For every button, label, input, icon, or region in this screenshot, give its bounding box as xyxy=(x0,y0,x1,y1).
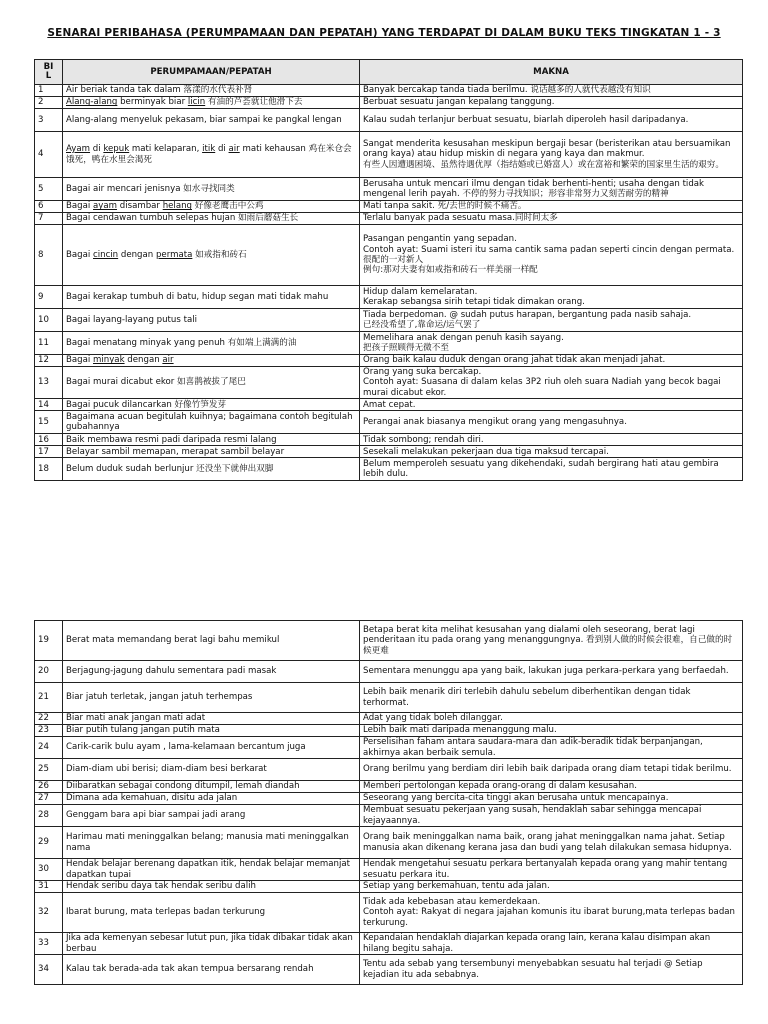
table-row xyxy=(35,225,743,286)
table-row xyxy=(35,132,743,178)
pepatah-text: 如戒指和砖石 xyxy=(192,249,247,260)
makna-line: Berbuat sesuatu jangan kepalang tanggung. xyxy=(363,97,555,108)
makna-cell xyxy=(360,309,743,332)
row-number: 14 xyxy=(35,399,63,411)
makna-cell xyxy=(360,286,743,309)
makna-cell xyxy=(360,132,743,178)
makna-cell xyxy=(360,97,743,109)
pepatah-text: mati kelaparan, xyxy=(129,144,203,155)
pepatah-text: di xyxy=(90,144,104,155)
makna-cell xyxy=(360,683,743,713)
header-pepatah: PERUMPAMAAN/PEPATAH xyxy=(63,60,360,85)
pepatah-text: 好像老鹰击中公鸡 xyxy=(192,201,264,212)
underlined-keyword: helang xyxy=(162,201,192,212)
pepatah-text: Belayar sambil memapan, merapat sambil belayar xyxy=(66,446,285,457)
makna-cell xyxy=(360,332,743,355)
table-row xyxy=(35,434,743,446)
pepatah-text: Hendak seribu daya tak hendak seribu dalih xyxy=(66,881,256,892)
table-header-row xyxy=(35,60,743,85)
makna-line: Memelihara anak dengan penuh kasih sayang. xyxy=(363,332,564,343)
row-number: 22 xyxy=(35,713,63,725)
pepatah-text: Diam-diam ubi berisi; diam-diam besi berkarat xyxy=(66,764,267,775)
pepatah-text: berminyak biar xyxy=(117,97,188,108)
makna-cell xyxy=(360,367,743,399)
pepatah-cell xyxy=(63,955,360,985)
makna-line: 很配的一对新人 xyxy=(363,255,424,265)
table-row xyxy=(35,725,743,737)
pepatah-text: Jika ada kemenyan sebesar lutut pun, jika tidak dibakar tidak akan berbau xyxy=(66,933,353,954)
pepatah-text: Berat mata memandang berat lagi bahu memikul xyxy=(66,635,280,646)
makna-line: Setiap yang berkemahuan, tentu ada jalan. xyxy=(363,881,550,892)
makna-line: Adat yang tidak boleh dilanggar. xyxy=(363,713,503,724)
makna-cell xyxy=(360,621,743,661)
pepatah-text: Harimau mati meninggalkan belang; manusia mati meninggalkan nama xyxy=(66,832,349,853)
pepatah-text: Biar mati anak jangan mati adat xyxy=(66,713,206,724)
pepatah-cell xyxy=(63,458,360,481)
table-row xyxy=(35,109,743,132)
makna-line: Terlalu banyak pada sesuatu masa.同时间太多 xyxy=(363,213,558,224)
pepatah-text: Bagai murai dicabut ekor 如喜鹊被拔了尾巴 xyxy=(66,377,246,388)
table-row xyxy=(35,367,743,399)
underlined-keyword: ayam xyxy=(93,201,118,212)
row-number: 13 xyxy=(35,367,63,399)
makna-line: Orang yang suka bercakap. xyxy=(363,367,482,377)
table-row xyxy=(35,178,743,201)
table-row xyxy=(35,399,743,411)
header-makna: MAKNA xyxy=(360,60,743,85)
row-number: 3 xyxy=(35,109,63,132)
row-number: 18 xyxy=(35,458,63,481)
makna-line: Tidak ada kebebasan atau kemerdekaan. xyxy=(363,896,541,907)
makna-cell xyxy=(360,827,743,859)
row-number: 20 xyxy=(35,661,63,683)
row-number: 19 xyxy=(35,621,63,661)
makna-line: Memberi pertolongan kepada orang-orang di dalam kesusahan. xyxy=(363,781,637,792)
row-number: 1 xyxy=(35,85,63,97)
pepatah-text: Biar putih tulang jangan putih mata xyxy=(66,725,220,736)
pepatah-cell xyxy=(63,178,360,201)
pepatah-cell xyxy=(63,933,360,955)
pepatah-text: disambar xyxy=(117,201,163,212)
pepatah-text: mati kehausan 鸡在米仓会饿死，鸭在水里会渴死 xyxy=(66,144,352,165)
row-number: 30 xyxy=(35,859,63,881)
makna-cell xyxy=(360,458,743,481)
pepatah-text: Genggam bara api biar sampai jadi arang xyxy=(66,810,246,821)
row-number: 6 xyxy=(35,201,63,213)
underlined-keyword: Ayam xyxy=(66,144,91,155)
pepatah-cell xyxy=(63,309,360,332)
makna-line: 例句:那对夫妻有如戒指和砖石一样美丽一样配 xyxy=(363,265,538,276)
pepatah-cell xyxy=(63,793,360,805)
makna-cell xyxy=(360,213,743,225)
underlined-keyword: licin xyxy=(187,97,206,108)
makna-line: Kalau sudah terlanjur berbuat sesuatu, biarlah diperoleh hasil daripadanya. xyxy=(363,114,689,125)
pepatah-text: 有油的芦荟就让他滑下去 xyxy=(205,97,303,108)
makna-cell xyxy=(360,725,743,737)
pepatah-cell xyxy=(63,109,360,132)
makna-cell xyxy=(360,713,743,725)
makna-line: Seseorang yang bercita-cita tinggi akan berusaha untuk mencapainya. xyxy=(363,793,669,804)
pepatah-cell xyxy=(63,213,360,225)
makna-line: Tidak sombong; rendah diri. xyxy=(363,434,484,445)
makna-line: 把孩子照顾得无微不至 xyxy=(363,343,449,353)
table-row xyxy=(35,286,743,309)
pepatah-cell xyxy=(63,781,360,793)
pepatah-cell xyxy=(63,759,360,781)
makna-cell xyxy=(360,434,743,446)
pepatah-cell xyxy=(63,713,360,725)
pepatah-cell xyxy=(63,621,360,661)
pepatah-cell xyxy=(63,355,360,367)
makna-cell xyxy=(360,109,743,132)
table-row xyxy=(35,458,743,481)
makna-cell xyxy=(360,781,743,793)
row-number: 26 xyxy=(35,781,63,793)
pepatah-cell xyxy=(63,225,360,286)
table-row xyxy=(35,201,743,213)
makna-cell xyxy=(360,793,743,805)
pepatah-cell xyxy=(63,332,360,355)
table-row xyxy=(35,805,743,827)
table-row xyxy=(35,781,743,793)
table-row xyxy=(35,309,743,332)
makna-line: Kepandaian hendaklah diajarkan kepada orang lain, kerana kalau disimpan akan hilang begitu sahaja. xyxy=(363,933,711,954)
pepatah-text: Biar jatuh terletak, jangan jatuh terhempas xyxy=(66,692,253,703)
table-row xyxy=(35,85,743,97)
underlined-keyword: kepuk xyxy=(103,144,130,155)
row-number: 2 xyxy=(35,97,63,109)
pepatah-cell xyxy=(63,859,360,881)
pepatah-text: Bagaimana acuan begitulah kuihnya; bagaimana contoh begitulah gubahannya xyxy=(66,411,353,433)
table-row xyxy=(35,955,743,985)
table-row xyxy=(35,859,743,881)
table-row xyxy=(35,97,743,109)
row-number: 7 xyxy=(35,213,63,225)
pepatah-cell xyxy=(63,201,360,213)
pepatah-text: Carik-carik bulu ayam , lama-kelamaan bercantum juga xyxy=(66,742,306,753)
row-number: 29 xyxy=(35,827,63,859)
table-row xyxy=(35,446,743,458)
row-number: 33 xyxy=(35,933,63,955)
pepatah-text: Berjagung-jagung dahulu sementara padi masak xyxy=(66,666,277,677)
row-number: 31 xyxy=(35,881,63,893)
row-number: 25 xyxy=(35,759,63,781)
pepatah-text: Belum duduk sudah berlunjur 还没坐下就伸出双脚 xyxy=(66,464,274,475)
makna-cell xyxy=(360,225,743,286)
row-number: 24 xyxy=(35,737,63,759)
makna-cell xyxy=(360,446,743,458)
underlined-keyword: itik xyxy=(202,144,216,155)
makna-line: Membuat sesuatu pekerjaan yang susah, hendaklah sabar sehingga mencapai kejayaannya. xyxy=(363,805,702,826)
makna-cell xyxy=(360,881,743,893)
makna-cell xyxy=(360,759,743,781)
pepatah-text: Bagai layang-layang putus tali xyxy=(66,314,197,325)
makna-line: Orang baik meninggalkan nama baik, orang jahat meninggalkan nama jahat. Setiap manusia akan dikenang kerana jasa dan budi yang telah dilakukan semasa hidupnya. xyxy=(363,832,732,853)
underlined-keyword: air xyxy=(228,144,240,155)
makna-cell xyxy=(360,955,743,985)
makna-cell xyxy=(360,893,743,933)
pepatah-text: dengan xyxy=(124,355,163,366)
pepatah-cell xyxy=(63,827,360,859)
makna-cell xyxy=(360,85,743,97)
page-title: SENARAI PERIBAHASA (PERUMPAMAAN DAN PEPATAH) YANG TERDAPAT DI DALAM BUKU TEKS TINGKATAN 1 - 3 xyxy=(47,27,721,39)
pepatah-cell xyxy=(63,661,360,683)
makna-line: Contoh ayat: Suasana di dalam kelas 3P2 riuh oleh suara Nadiah yang becok bagai murai dicabut ekor. xyxy=(363,377,721,398)
row-number: 15 xyxy=(35,411,63,434)
pepatah-text: Hendak belajar berenang dapatkan itik, hendak belajar memanjat dapatkan tupai xyxy=(66,859,351,880)
pepatah-text: dengan xyxy=(118,249,156,260)
underlined-keyword: minyak xyxy=(93,355,125,366)
makna-line: Sementara menunggu apa yang baik, lakukan juga perkara-perkara yang berfaedah. xyxy=(363,666,729,677)
pepatah-cell xyxy=(63,399,360,411)
row-number: 4 xyxy=(35,132,63,178)
makna-line: Orang berilmu yang berdiam diri lebih baik daripada orang diam tetapi tidak berilmu. xyxy=(363,764,732,775)
makna-line: Hendak mengetahui sesuatu perkara bertanyalah kepada orang yang mahir tentang sesuatu perkara itu. xyxy=(363,859,728,880)
pepatah-cell xyxy=(63,881,360,893)
pepatah-text: Bagai pucuk dilancarkan 好像竹笋发芽 xyxy=(66,399,227,410)
pepatah-cell xyxy=(63,893,360,933)
table-row xyxy=(35,621,743,661)
row-number: 21 xyxy=(35,683,63,713)
pepatah-text: Air beriak tanda tak dalam 落漾的水代表补肾 xyxy=(66,85,253,96)
makna-line: Banyak bercakap tanda tiada berilmu. 说话越多的人就代表越没有知识 xyxy=(363,85,651,96)
pepatah-cell xyxy=(63,683,360,713)
pepatah-cell xyxy=(63,97,360,109)
table-row xyxy=(35,933,743,955)
makna-line: Belum memperoleh sesuatu yang dikehendaki, sudah bergirang hati atau gembira lebih dulu. xyxy=(363,458,719,480)
pepatah-text: di xyxy=(215,144,229,155)
makna-line: Contoh ayat: Suami isteri itu sama cantik sama padan seperti cincin dengan permata. xyxy=(363,244,735,255)
row-number: 12 xyxy=(35,355,63,367)
makna-line: Amat cepat. xyxy=(363,399,416,410)
table-row xyxy=(35,213,743,225)
pepatah-cell xyxy=(63,132,360,178)
pepatah-text: Bagai xyxy=(66,201,94,212)
pepatah-text: Bagai air mencari jenisnya 如水寻找同类 xyxy=(66,183,235,194)
pepatah-text: Bagai xyxy=(66,249,94,260)
makna-line: Mati tanpa sakit. 死/去世的时候不痛苦。 xyxy=(363,201,527,212)
underlined-keyword: permata xyxy=(155,249,193,260)
makna-cell xyxy=(360,859,743,881)
makna-line: Contoh ayat: Rakyat di negara jajahan komunis itu ibarat burung,mata terlepas badan terkurung. xyxy=(363,907,735,928)
makna-line: Lebih baik menarik diri terlebih dahulu sebelum diberhentikan dengan tidak terhormat. xyxy=(363,687,691,708)
pepatah-cell xyxy=(63,286,360,309)
pepatah-cell xyxy=(63,85,360,97)
makna-line: Lebih baik mati daripada menanggung malu. xyxy=(363,725,557,736)
pepatah-text: Baik membawa resmi padi daripada resmi lalang xyxy=(66,434,277,445)
makna-cell xyxy=(360,201,743,213)
pepatah-cell xyxy=(63,367,360,399)
pepatah-text: Bagai kerakap tumbuh di batu, hidup segan mati tidak mahu xyxy=(66,291,329,302)
pepatah-text: Ibarat burung, mata terlepas badan terkurung xyxy=(66,907,266,918)
table-row xyxy=(35,713,743,725)
table-row xyxy=(35,827,743,859)
pepatah-text: Bagai menatang minyak yang penuh 有如端上满满的油 xyxy=(66,337,297,348)
row-number: 17 xyxy=(35,446,63,458)
peribahasa-table-1 xyxy=(34,59,743,481)
row-number: 11 xyxy=(35,332,63,355)
makna-line: Tentu ada sebab yang tersembunyi menyebabkan sesuatu hal terjadi @ Setiap kejadian itu ada sebabnya. xyxy=(363,959,703,980)
table-row xyxy=(35,737,743,759)
underlined-keyword: air xyxy=(162,355,174,366)
makna-line: Berusaha untuk mencari ilmu dengan tidak berhenti-henti; usaha dengan tidak mengenal lerih payah. 不停的努力寻找知识；形容非常努力又刻苦耐劳的精神 xyxy=(363,178,705,199)
row-number: 10 xyxy=(35,309,63,332)
makna-line: 有些人因遭遇困境、虽然待遇优厚（指结婚或已婚富人）或在富裕和繁荣的国家里生活的艰穷。 xyxy=(363,159,724,170)
makna-cell xyxy=(360,411,743,434)
makna-line: Hidup dalam kemelaratan. xyxy=(363,286,478,297)
makna-line: Pasangan pengantin yang sepadan. xyxy=(363,234,517,245)
row-number: 9 xyxy=(35,286,63,309)
peribahasa-table-2 xyxy=(34,620,743,985)
table-row xyxy=(35,683,743,713)
table-row xyxy=(35,893,743,933)
header-bil: BI L xyxy=(35,60,63,85)
pepatah-cell xyxy=(63,737,360,759)
pepatah-cell xyxy=(63,446,360,458)
table-row xyxy=(35,355,743,367)
underlined-keyword: Alang-alang xyxy=(66,97,118,108)
makna-line: Sesekali melakukan pekerjaan dua tiga maksud tercapai. xyxy=(363,446,609,457)
makna-line: Sangat menderita kesusahan meskipun bergaji besar (beristerikan atau bersuamikan orang kaya) atau hidup miskin di negara yang kaya dan makmur. xyxy=(363,138,731,160)
underlined-keyword: cincin xyxy=(93,249,119,260)
row-number: 28 xyxy=(35,805,63,827)
makna-cell xyxy=(360,737,743,759)
row-number: 32 xyxy=(35,893,63,933)
table-row xyxy=(35,332,743,355)
makna-cell xyxy=(360,178,743,201)
pepatah-cell xyxy=(63,725,360,737)
row-number: 5 xyxy=(35,178,63,201)
makna-line: Orang baik kalau duduk dengan orang jahat tidak akan menjadi jahat. xyxy=(363,355,666,366)
makna-cell xyxy=(360,399,743,411)
pepatah-text: Alang-alang menyeluk pekasam, biar sampai ke pangkal lengan xyxy=(66,114,342,125)
pepatah-text: Bagai cendawan tumbuh selepas hujan 如雨后蘑菇生长 xyxy=(66,213,299,224)
makna-line: 已经没希望了,靠命运/运气罢了 xyxy=(363,320,481,330)
row-number: 8 xyxy=(35,225,63,286)
table-row xyxy=(35,881,743,893)
makna-line: Betapa berat kita melihat kesusahan yang dialami oleh seseorang, berat lagi penderitaan itu pada orang yang menanggungnya. 看到别人做的时候会很难，自己做的时候更难 xyxy=(363,624,733,656)
row-number: 16 xyxy=(35,434,63,446)
makna-cell xyxy=(360,355,743,367)
pepatah-text: Dimana ada kemahuan, disitu ada jalan xyxy=(66,793,238,804)
pepatah-cell xyxy=(63,411,360,434)
makna-cell xyxy=(360,661,743,683)
pepatah-text: Kalau tak berada-ada tak akan tempua bersarang rendah xyxy=(66,964,314,975)
row-number: 23 xyxy=(35,725,63,737)
makna-line: Perangai anak biasanya mengikut orang yang mengasuhnya. xyxy=(363,417,627,428)
row-number: 34 xyxy=(35,955,63,985)
makna-line: Perselisihan faham antara saudara-mara dan adik-beradik tidak berpanjangan, akhirnya akan berbaik semula. xyxy=(363,737,703,758)
table-row xyxy=(35,661,743,683)
makna-cell xyxy=(360,933,743,955)
makna-cell xyxy=(360,805,743,827)
makna-line: Tiada berpedoman. @ sudah putus harapan, bergantung pada nasib sahaja. xyxy=(363,309,692,320)
table-row xyxy=(35,759,743,781)
makna-line: Kerakap sebangsa sirih tetapi tidak dimakan orang. xyxy=(363,297,585,307)
pepatah-text: Bagai xyxy=(66,355,94,366)
pepatah-cell xyxy=(63,434,360,446)
row-number: 27 xyxy=(35,793,63,805)
table-row xyxy=(35,793,743,805)
pepatah-text: Diibaratkan sebagai condong ditumpil, lemah diandah xyxy=(66,781,300,792)
pepatah-cell xyxy=(63,805,360,827)
table-row xyxy=(35,411,743,434)
